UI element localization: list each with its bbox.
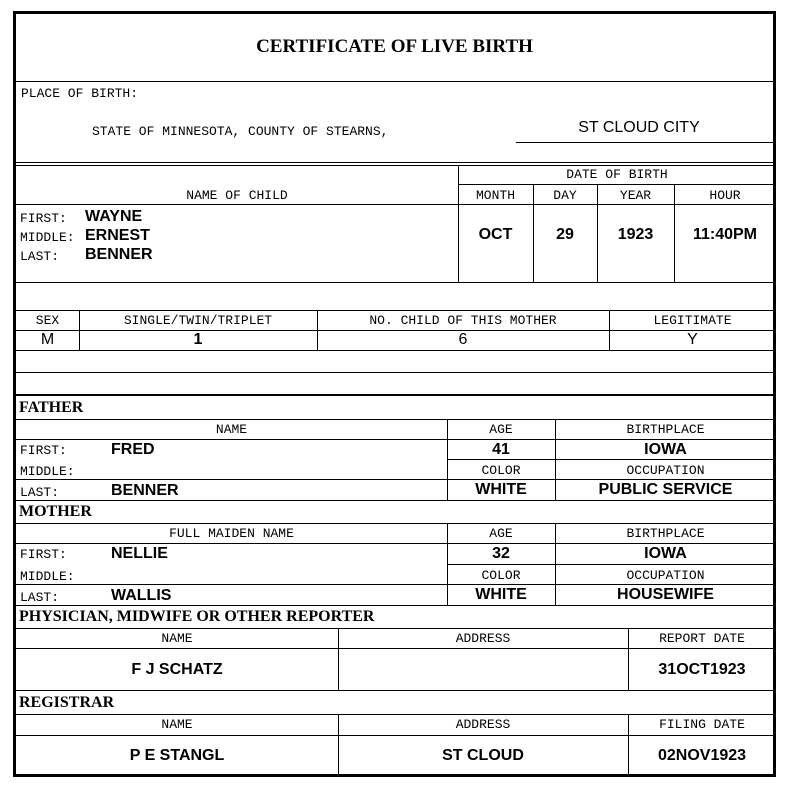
registrar-address: ST CLOUD: [442, 747, 524, 764]
mother-middle-label: MIDDLE:: [20, 569, 75, 584]
legitimate-header: LEGITIMATE: [653, 313, 732, 328]
divider: [16, 605, 773, 606]
registrar-section-title: REGISTRAR: [19, 694, 115, 711]
sex-header: SEX: [35, 313, 60, 328]
report-date-header: REPORT DATE: [659, 631, 745, 646]
divider: [16, 310, 773, 311]
divider: [16, 479, 773, 480]
mother-color: WHITE: [475, 586, 527, 603]
divider: [16, 690, 773, 691]
birth-certificate: [13, 11, 776, 777]
place-state-county: STATE OF MINNESOTA, COUNTY OF STEARNS,: [92, 124, 389, 139]
divider: [447, 564, 773, 565]
birth-year: 1923: [617, 226, 654, 243]
father-name-header: NAME: [215, 422, 248, 437]
mother-first-name: NELLIE: [111, 545, 168, 562]
filing-date: 02NOV1923: [657, 747, 747, 764]
child-last-label: LAST:: [20, 249, 60, 264]
mother-birthplace-header: BIRTHPLACE: [626, 526, 705, 541]
mother-age: 32: [492, 545, 510, 562]
mother-occupation: HOUSEWIFE: [617, 586, 714, 603]
mother-last-name: WALLIS: [111, 587, 172, 604]
day-header: DAY: [553, 188, 577, 203]
child-last-name: BENNER: [85, 246, 153, 263]
year-header: YEAR: [619, 188, 652, 203]
divider: [16, 523, 773, 524]
divider: [16, 543, 773, 544]
divider: [16, 204, 773, 205]
father-section-title: FATHER: [19, 399, 84, 416]
child-first-name: WAYNE: [85, 208, 143, 225]
mother-age-header: AGE: [489, 526, 513, 541]
divider: [16, 81, 773, 82]
divider: [16, 372, 773, 373]
place-city: ST CLOUD CITY: [578, 119, 700, 136]
father-age: 41: [492, 441, 510, 458]
birth-day: 29: [556, 226, 574, 243]
divider: [16, 714, 773, 715]
certificate-title: CERTIFICATE OF LIVE BIRTH: [256, 36, 533, 57]
physician-address-header: ADDRESS: [455, 631, 511, 646]
father-last-label: LAST:: [20, 485, 60, 500]
divider: [458, 165, 459, 282]
father-occupation: PUBLIC SERVICE: [598, 481, 733, 498]
physician-section-title: PHYSICIAN, MIDWIFE OR OTHER REPORTER: [19, 608, 375, 625]
father-first-name: FRED: [111, 441, 155, 458]
legitimate-value: Y: [687, 331, 698, 348]
divider: [16, 628, 773, 629]
registrar-name: P E STANGL: [129, 747, 225, 764]
divider: [16, 162, 773, 163]
registrar-name-header: NAME: [161, 717, 193, 732]
date-of-birth-header: DATE OF BIRTH: [566, 167, 668, 182]
mother-name-header: FULL MAIDEN NAME: [169, 526, 294, 541]
child-name-header: NAME OF CHILD: [186, 188, 288, 203]
mother-last-label: LAST:: [20, 590, 60, 605]
divider: [16, 282, 773, 283]
birth-hour: 11:40PM: [692, 226, 758, 243]
mother-first-label: FIRST:: [20, 547, 67, 562]
child-middle-label: MIDDLE:: [20, 230, 75, 245]
physician-name: F J SCHATZ: [131, 661, 223, 678]
divider: [16, 165, 773, 166]
father-color: WHITE: [475, 481, 527, 498]
father-age-header: AGE: [489, 422, 513, 437]
divider: [16, 584, 773, 585]
divider: [16, 439, 773, 440]
father-birthplace-header: BIRTHPLACE: [626, 422, 705, 437]
hour-header: HOUR: [709, 188, 741, 203]
month-header: MONTH: [475, 188, 515, 203]
child-first-label: FIRST:: [20, 211, 67, 226]
father-middle-label: MIDDLE:: [20, 464, 75, 479]
divider: [16, 500, 773, 501]
divider: [16, 419, 773, 420]
city-underline: [516, 142, 774, 143]
birth-month: OCT: [478, 226, 513, 243]
father-first-label: FIRST:: [20, 443, 67, 458]
child-number-value: 6: [458, 331, 468, 348]
mother-birthplace: IOWA: [644, 545, 687, 562]
physician-name-header: NAME: [161, 631, 193, 646]
divider: [447, 459, 773, 460]
mother-color-header: COLOR: [481, 568, 521, 583]
place-of-birth-label: PLACE OF BIRTH:: [21, 86, 139, 101]
sex-value: M: [40, 331, 55, 348]
divider: [458, 184, 773, 185]
father-birthplace: IOWA: [644, 441, 687, 458]
section-divider: [16, 394, 773, 396]
father-occupation-header: OCCUPATION: [626, 463, 705, 478]
divider: [16, 735, 773, 736]
divider: [16, 350, 773, 351]
divider: [16, 648, 773, 649]
report-date: 31OCT1923: [658, 661, 746, 678]
plurality-header: SINGLE/TWIN/TRIPLET: [123, 313, 273, 328]
child-number-header: NO. CHILD OF THIS MOTHER: [369, 313, 557, 328]
child-middle-name: ERNEST: [85, 227, 150, 244]
mother-section-title: MOTHER: [19, 503, 92, 520]
filing-date-header: FILING DATE: [659, 717, 745, 732]
mother-occupation-header: OCCUPATION: [626, 568, 705, 583]
father-color-header: COLOR: [481, 463, 521, 478]
plurality-value: 1: [193, 331, 203, 348]
registrar-address-header: ADDRESS: [455, 717, 511, 732]
father-last-name: BENNER: [111, 482, 179, 499]
